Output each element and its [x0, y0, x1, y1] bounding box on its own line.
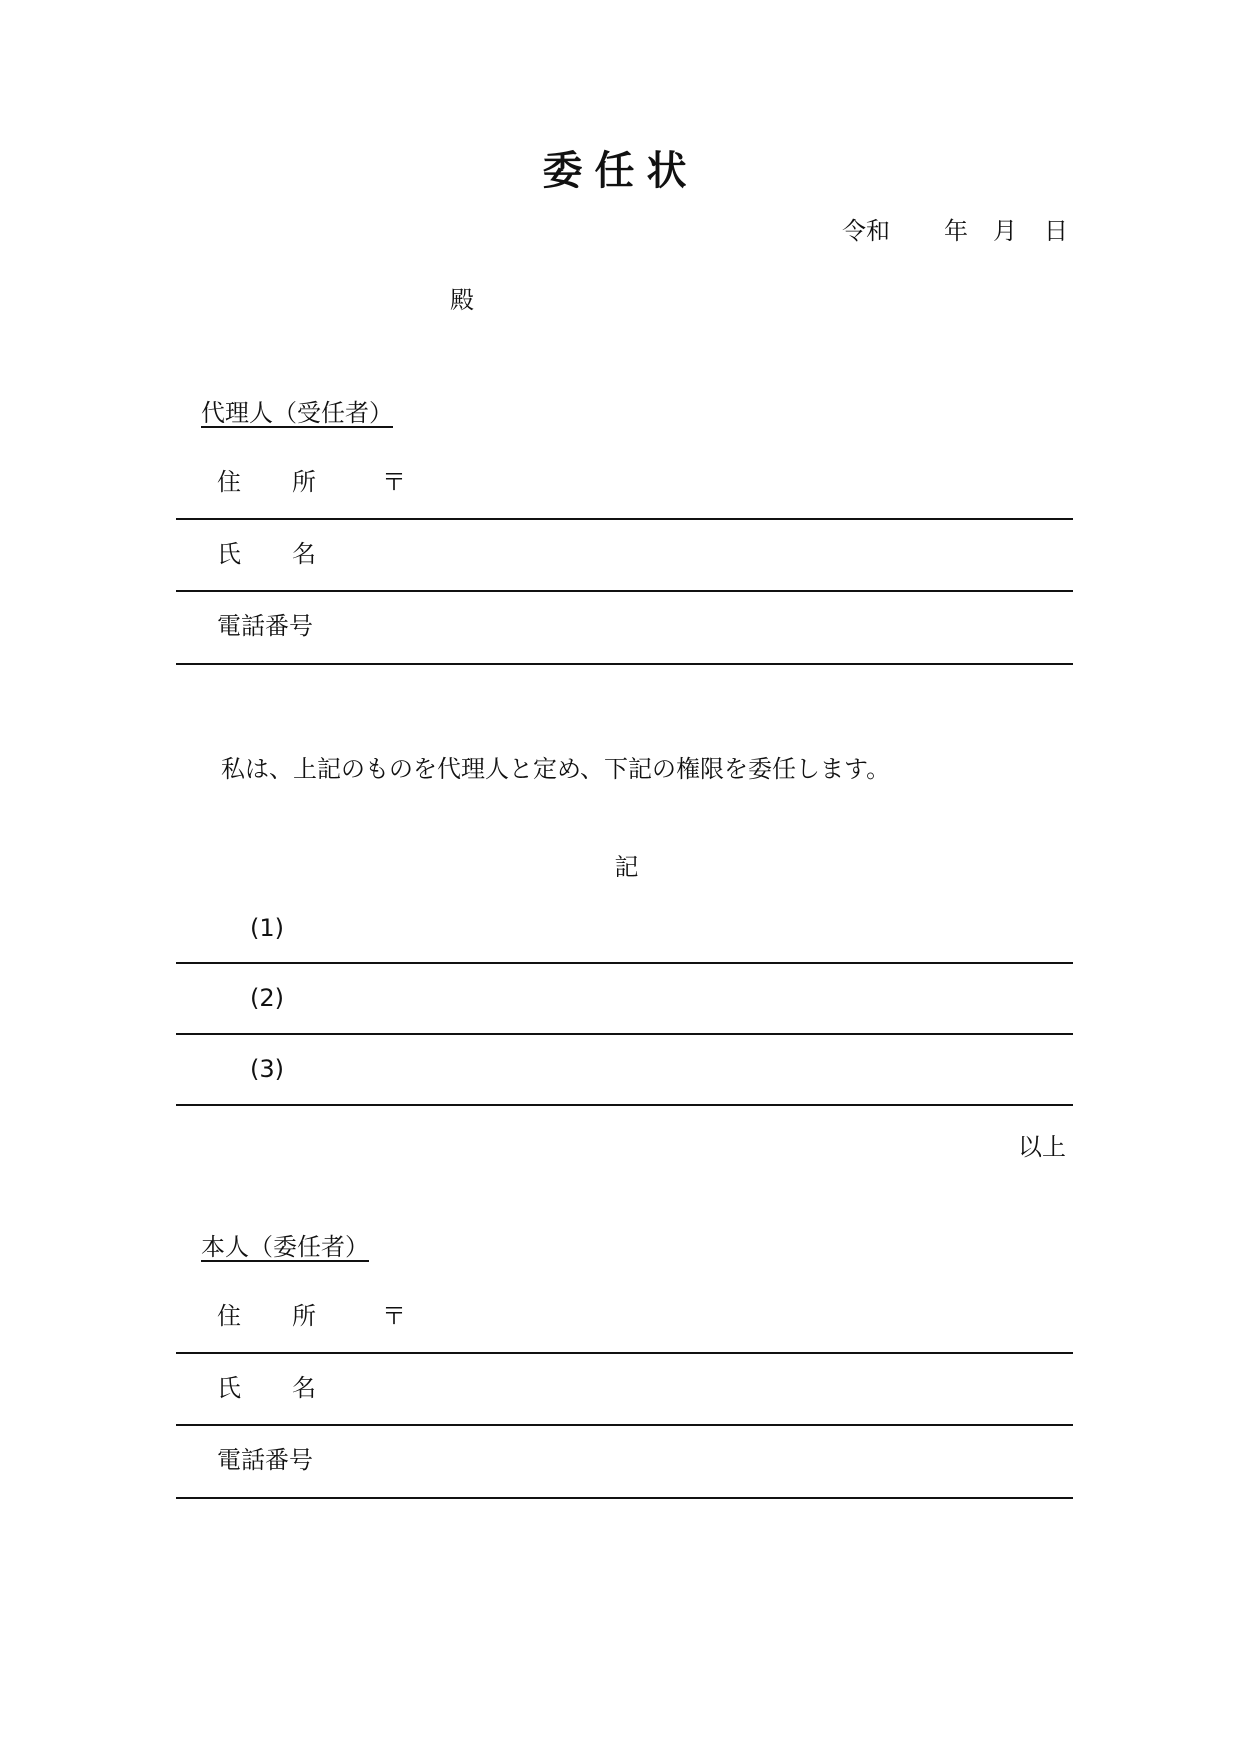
item-line-1	[176, 962, 1073, 964]
agent-section-heading: 代理人（受任者）	[201, 399, 393, 427]
principal-address-label-1: 住	[217, 1302, 241, 1330]
principal-section-heading: 本人（委任者）	[201, 1233, 369, 1261]
agent-address-label-1: 住	[217, 468, 241, 496]
principal-name-label-1: 氏	[217, 1374, 241, 1402]
item-label-3: (3)	[250, 1055, 284, 1083]
agent-address-line	[176, 518, 1073, 520]
agent-name-label-1: 氏	[217, 540, 241, 568]
item-label-2: (2)	[250, 984, 284, 1012]
principal-address-label-2: 所	[292, 1302, 316, 1330]
ijou-closing: 以上	[1018, 1133, 1066, 1161]
item-line-3	[176, 1104, 1073, 1106]
principal-phone-line	[176, 1497, 1073, 1499]
agent-phone-label: 電話番号	[217, 612, 313, 640]
agent-address-label-2: 所	[292, 468, 316, 496]
date-year-unit: 年	[944, 217, 968, 245]
document-title: 委任状	[542, 148, 699, 194]
principal-phone-label: 電話番号	[217, 1446, 313, 1474]
principal-postal-mark: 〒	[382, 1302, 406, 1330]
principal-address-line	[176, 1352, 1073, 1354]
agent-name-label-2: 名	[292, 540, 316, 568]
addressee-suffix: 殿	[450, 286, 474, 314]
item-line-2	[176, 1033, 1073, 1035]
agent-postal-mark: 〒	[382, 468, 406, 496]
principal-name-label-2: 名	[292, 1374, 316, 1402]
ki-heading: 記	[614, 853, 639, 881]
delegation-statement: 私は、上記のものを代理人と定め、下記の権限を委任します。	[221, 755, 891, 783]
agent-name-line	[176, 590, 1073, 592]
principal-name-line	[176, 1424, 1073, 1426]
agent-phone-line	[176, 663, 1073, 665]
date-era: 令和	[842, 217, 890, 245]
item-label-1: (1)	[250, 914, 284, 942]
date-month-unit: 月	[993, 217, 1017, 245]
date-day-unit: 日	[1044, 217, 1068, 245]
